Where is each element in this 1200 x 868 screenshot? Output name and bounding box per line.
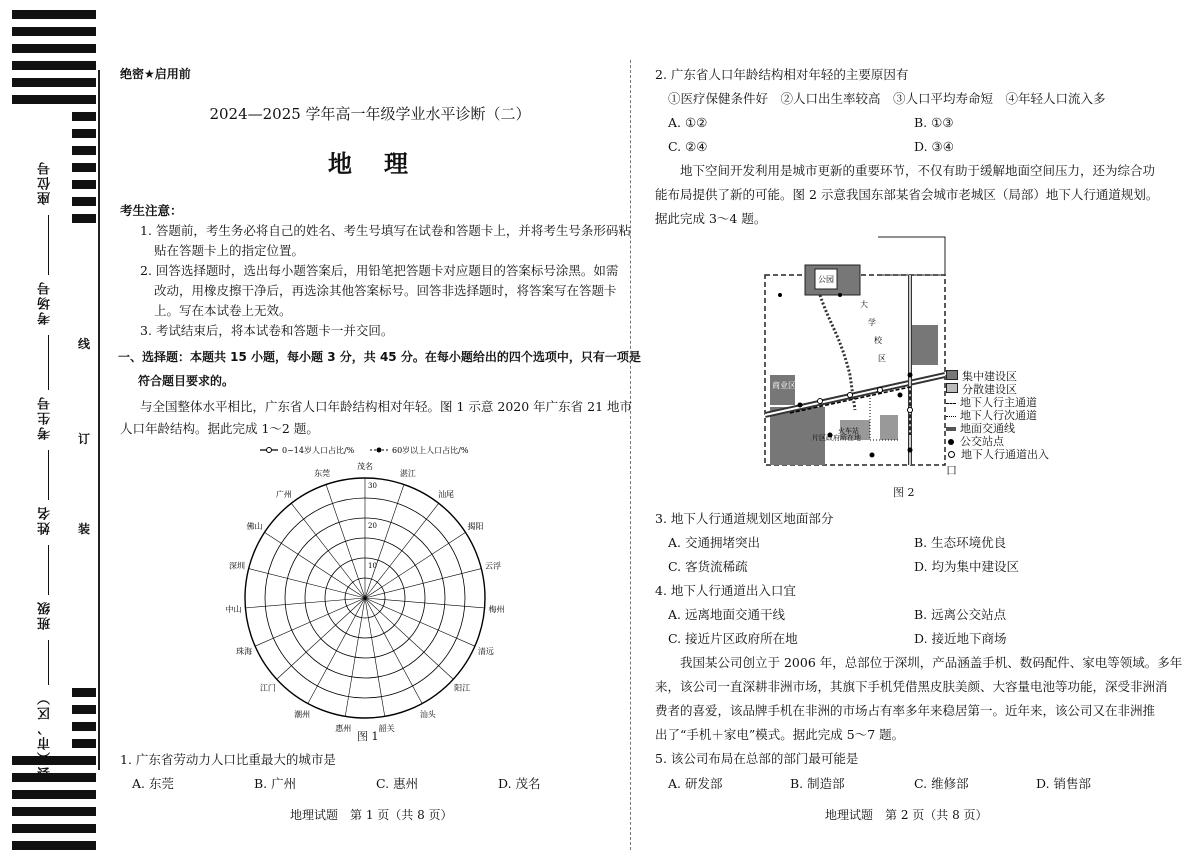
map-label-vert: 学 [868, 318, 876, 327]
q1-option-a[interactable]: A. 东莞 [132, 776, 174, 791]
barcode-bar [72, 129, 96, 138]
category-label: 江门 [259, 683, 276, 693]
intro-q1-2-cont: 人口年龄结构。据此完成 1～2 题。 [120, 421, 319, 436]
fill-line [48, 450, 49, 500]
intro-q5-7-cont: 来，该公司一直深耕非洲市场，其旗下手机凭借黑皮肤美颜、大容量电池等功能，深受非洲消 [655, 679, 1168, 694]
q4-option-d[interactable]: D. 接近地下商场 [914, 631, 1007, 646]
page-footer: 地理试题 第 1 页（共 8 页） [290, 808, 453, 822]
name-label: 姓名 [38, 505, 53, 535]
fill-line [48, 640, 49, 685]
radar-spoke [365, 532, 465, 598]
q1-option-c[interactable]: C. 惠州 [376, 776, 419, 791]
map-label-vert: 大 [860, 300, 868, 309]
cut-mark-ding: 订 [78, 432, 91, 446]
q2-option-b[interactable]: B. ①③ [914, 115, 954, 130]
legend-label: 地下人行通道出入口 [946, 448, 1049, 477]
intro-q3-4-cont: 据此完成 3～4 题。 [655, 211, 767, 226]
barcode-bar [72, 214, 96, 223]
question-3: 3. 地下人行通道规划区地面部分 [655, 511, 834, 526]
barcode-bar [12, 790, 96, 799]
map-legend [946, 368, 1056, 477]
question-4: 4. 地下人行通道出入口宜 [655, 583, 796, 598]
question-1: 1. 广东省劳动力人口比重最大的城市是 [120, 752, 336, 767]
q4-option-b[interactable]: B. 远离公交站点 [914, 607, 1007, 622]
barcode-bar [12, 10, 96, 19]
intro-q3-4: 地下空间开发利用是城市更新的重要环节，不仅有助于缓解地面空间压力，还为综合功 [680, 163, 1156, 178]
legend-label: 地下人行主通道 [960, 396, 1037, 409]
intro-q5-7: 我国某公司创立于 2006 年，总部位于深圳，产品涵盖手机、数码配件、家电等领域。多年 [680, 655, 1183, 670]
radar-spoke [326, 485, 365, 598]
legend-label: 地下人行次通道 [960, 409, 1037, 422]
q5-option-b[interactable]: B. 制造部 [790, 776, 845, 791]
notice-line: 上。写在本试卷上无效。 [154, 303, 292, 318]
barcode-bar [12, 824, 96, 833]
category-label: 珠海 [236, 647, 253, 657]
map-label-vert: 校 [874, 336, 882, 345]
legend-swatch [948, 451, 955, 458]
examinee-id-label: 考生号 [38, 395, 53, 440]
q1-option-d[interactable]: D. 茂名 [498, 776, 541, 791]
fill-line [48, 335, 49, 390]
barcode-bar [12, 27, 96, 36]
category-label: 惠州 [335, 724, 352, 734]
county-label: 县（市、区） [38, 690, 53, 780]
category-label: 梅州 [488, 604, 505, 614]
legend-swatch [946, 416, 956, 417]
page-footer: 地理试题 第 2 页（共 8 页） [825, 808, 988, 822]
intro-q5-7-cont: 出了“手机＋家电”模式。据此完成 5～7 题。 [655, 727, 905, 742]
q5-option-d[interactable]: D. 销售部 [1036, 776, 1092, 791]
intro-q5-7-cont: 费者的喜爱，该品牌手机在非洲的市场占有率多年来稳居第一。近年来，该公司又在非洲推 [655, 703, 1156, 718]
barcode-bar [72, 739, 96, 748]
seat-label: 座位号 [38, 160, 53, 205]
category-label: 汕尾 [438, 489, 455, 499]
radar-spoke [255, 598, 365, 646]
category-label: 揭阳 [467, 521, 484, 531]
notice-line: 贴在答题卡上的指定位置。 [154, 243, 305, 258]
legend-swatch [946, 427, 956, 431]
barcode-bar [12, 61, 96, 70]
q4-option-c[interactable]: C. 接近片区政府所在地 [668, 631, 798, 646]
q2-option-d[interactable]: D. ③④ [914, 139, 954, 154]
q2-statements: ①医疗保健条件好 ②人口出生率较高 ③人口平均寿命短 ④年轻人口流入多 [668, 91, 1106, 106]
map-label-vert: 区 [878, 354, 886, 363]
category-label: 阳江 [454, 683, 471, 693]
q2-option-a[interactable]: A. ①② [668, 115, 708, 130]
axis-tick-label: 20 [368, 522, 377, 530]
q3-option-c[interactable]: C. 客货流稀疏 [668, 559, 748, 574]
section-title: 一、选择题：本题共 15 小题，每小题 3 分，共 45 分。在每小题给出的四个选项中，只有一项是 [118, 350, 641, 364]
notice-line: 改动，用橡皮擦干净后，再选涂其他答案标号。回答非选择题时，将答案写在答题卡 [154, 283, 617, 298]
radar-spoke [365, 485, 404, 598]
axis-tick-label: 10 [368, 562, 377, 570]
barcode-bar [12, 44, 96, 53]
radar-spoke [265, 532, 365, 598]
cut-mark-zhuang: 装 [78, 522, 91, 536]
radar-spoke [365, 598, 475, 646]
category-label: 汕头 [419, 710, 436, 720]
notice-line: 1. 答题前，考生务必将自己的姓名、考生号填写在试卷和答题卡上，并将考生号条形码粘 [140, 223, 631, 238]
category-label: 中山 [225, 604, 242, 614]
q3-option-b[interactable]: B. 生态环境优良 [914, 535, 1007, 550]
radar-spoke [365, 598, 453, 679]
binding-strip [0, 0, 110, 868]
notice-line: 3. 考试结束后，将本试卷和答题卡一并交回。 [140, 323, 394, 338]
barcode-bar [12, 78, 96, 87]
barcode-bar [72, 688, 96, 697]
category-label: 潮州 [294, 710, 311, 720]
category-label: 茂名 [357, 462, 373, 471]
map-label-station: 火车站 [838, 427, 859, 435]
question-5: 5. 该公司布局在总部的部门最可能是 [655, 751, 859, 766]
legend-label-elderly: 60岁以上人口占比/% [392, 446, 469, 455]
fill-line [48, 545, 49, 595]
legend-marker-elderly [377, 448, 382, 453]
legend-label: 地面交通线 [960, 422, 1015, 435]
map-label-gov: 片区政府所在地 [812, 434, 861, 442]
legend-swatch [946, 370, 958, 380]
category-label: 韶关 [378, 724, 395, 734]
radar-spoke [291, 503, 365, 598]
legend-marker-children [267, 448, 272, 453]
q3-option-d[interactable]: D. 均为集中建设区 [914, 559, 1020, 574]
category-label: 东莞 [314, 469, 331, 479]
class-label: 班级 [38, 600, 53, 630]
q5-option-c[interactable]: C. 维修部 [914, 776, 969, 791]
notice-line: 2. 回答选择题时，选出每小题答案后，用铅笔把答题卡对应题目的答案标号涂黑。如需 [140, 263, 619, 278]
category-label: 清远 [477, 647, 494, 657]
q1-option-b[interactable]: B. 广州 [254, 776, 297, 791]
barcode-bar [72, 722, 96, 731]
q2-option-c[interactable]: C. ②④ [668, 139, 708, 154]
axis-tick-label: 30 [368, 482, 377, 490]
q5-option-a[interactable]: A. 研发部 [668, 776, 723, 791]
map-label-commerce: 商业区 [772, 381, 796, 390]
fig1-caption: 图 1 [357, 730, 379, 743]
subject-title: 地 理 [328, 150, 412, 178]
cut-mark-xian: 线 [78, 337, 91, 351]
legend-label-children: 0~14岁人口占比/% [282, 446, 355, 455]
barcode-bar [72, 705, 96, 714]
section-title-cont: 符合题目要求的。 [138, 374, 235, 388]
exam-title: 2024—2025 学年高一年级学业水平诊断（二） [209, 105, 531, 123]
intro-q1-2: 与全国整体水平相比，广东省人口年龄结构相对年轻。图 1 示意 2020 年广东省 21 地市 [140, 399, 633, 414]
legend-swatch [946, 403, 956, 404]
radar-chart [225, 440, 505, 734]
fig2-caption: 图 2 [893, 486, 915, 499]
legend-label: 公交站点 [960, 435, 1004, 448]
category-label: 云浮 [484, 561, 501, 571]
radar-spoke [365, 503, 439, 598]
barcode-bar [12, 841, 96, 850]
legend-label: 集中建设区 [962, 370, 1017, 383]
radar-spoke [277, 598, 365, 679]
map-label-park: 公园 [818, 275, 834, 284]
barcode-bar [12, 95, 96, 104]
barcode-bar [72, 197, 96, 206]
category-label: 湛江 [399, 469, 416, 479]
barcode-bar [72, 180, 96, 189]
legend-swatch [948, 439, 954, 445]
category-label: 广州 [275, 489, 292, 499]
legend-swatch [946, 383, 958, 393]
room-label: 考场号 [38, 280, 53, 325]
fill-line [48, 215, 49, 275]
question-2: 2. 广东省人口年龄结构相对年轻的主要原因有 [655, 67, 909, 82]
intro-q3-4-cont: 能布局提供了新的可能。图 2 示意我国东部某省会城市老城区（局部）地下人行通道规划。 [655, 187, 1159, 202]
legend-label: 分散建设区 [962, 383, 1017, 396]
q3-option-a[interactable]: A. 交通拥堵突出 [668, 535, 760, 550]
category-label: 深圳 [229, 561, 246, 571]
underground-passage-map [760, 235, 950, 470]
category-label: 佛山 [246, 521, 263, 531]
notice-title: 考生注意： [120, 203, 183, 218]
secret-mark: 绝密★启用前 [120, 67, 191, 81]
q4-option-a[interactable]: A. 远离地面交通干线 [668, 607, 785, 622]
barcode-bar [12, 807, 96, 816]
